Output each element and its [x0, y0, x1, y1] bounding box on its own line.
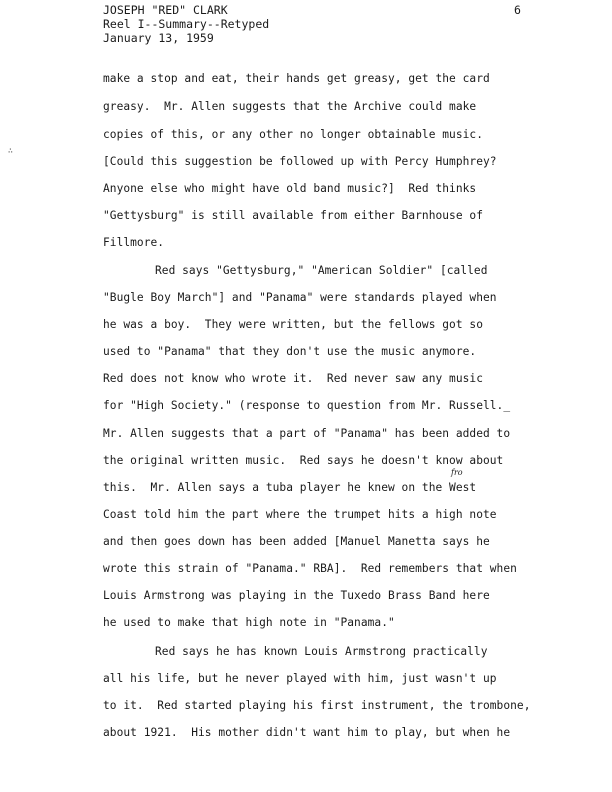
- body-line: Fillmore.: [103, 236, 165, 249]
- body-line: about 1921. His mother didn't want him to play, but when he: [103, 726, 511, 739]
- body-line: used to "Panama" that they don't use the music anymore.: [103, 345, 477, 358]
- body-line: to it. Red started playing his first instrument, the trombone,: [103, 699, 531, 712]
- body-line: for "High Society." (response to question from Mr. Russell._: [103, 399, 511, 412]
- body-line: Coast told him the part where the trumpet hits a high note: [103, 508, 497, 521]
- header-name: JOSEPH "RED" CLARK: [103, 3, 228, 17]
- body-line: make a stop and eat, their hands get greasy, get the card: [103, 72, 490, 85]
- body-line: and then goes down has been added [Manuel Manetta says he: [103, 535, 490, 548]
- margin-mark: ∴: [8, 146, 13, 155]
- body-line: he was a boy. They were written, but the fellows got so: [103, 318, 483, 331]
- page-number: 6: [514, 3, 521, 17]
- body-line: he used to make that high note in "Panama.": [103, 616, 395, 629]
- body-line: Mr. Allen suggests that a part of "Panama" has been added to: [103, 427, 511, 440]
- body-line: the original written music. Red says he doesn't know about: [103, 454, 504, 467]
- body-line: Louis Armstrong was playing in the Tuxedo Brass Band here: [103, 589, 490, 602]
- page-header: [103, 3, 269, 45]
- body-line: this. Mr. Allen says a tuba player he knew on the West: [103, 481, 477, 494]
- header-date: January 13, 1959: [103, 31, 214, 45]
- body-line: wrote this strain of "Panama." RBA]. Red remembers that when: [103, 562, 517, 575]
- header-reel: Reel I--Summary--Retyped: [103, 17, 270, 31]
- body-line: Red says he has known Louis Armstrong practically: [155, 645, 488, 658]
- body-line: "Bugle Boy March"] and "Panama" were standards played when: [103, 291, 497, 304]
- body-line: Red says "Gettysburg," "American Soldier" [called: [155, 264, 488, 277]
- body-line: "Gettysburg" is still available from either Barnhouse of: [103, 209, 483, 222]
- body-line: greasy. Mr. Allen suggests that the Archive could make: [103, 100, 477, 113]
- body-line: [Could this suggestion be followed up with Percy Humphrey?: [103, 155, 497, 168]
- body-line: Anyone else who might have old band music?] Red thinks: [103, 182, 477, 195]
- body-line: all his life, but he never played with him, just wasn't up: [103, 672, 497, 685]
- handwritten-annotation: fro: [451, 468, 463, 477]
- body-line: copies of this, or any other no longer obtainable music.: [103, 128, 483, 141]
- body-line: Red does not know who wrote it. Red never saw any music: [103, 372, 483, 385]
